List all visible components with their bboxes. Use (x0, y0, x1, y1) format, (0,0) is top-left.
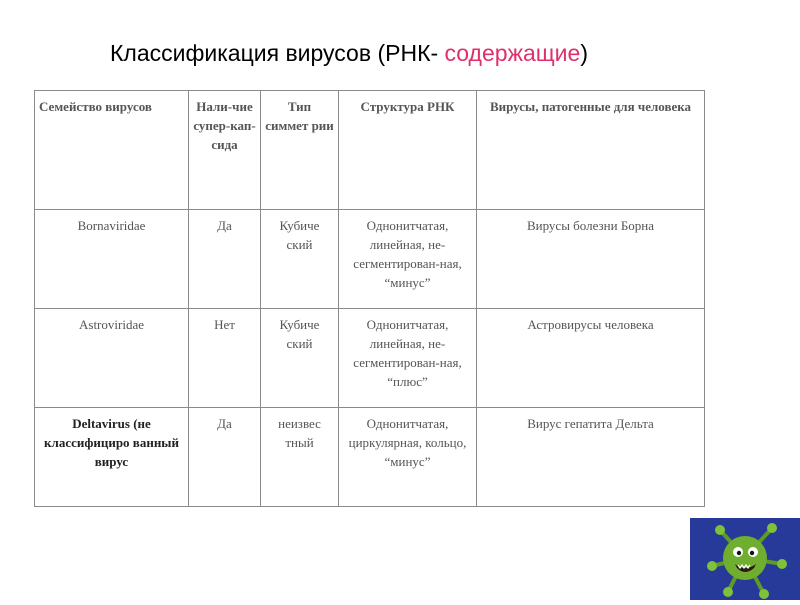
cell-family: Bornaviridae (35, 210, 189, 309)
cell-family: Astroviridae (35, 309, 189, 408)
table-row (35, 408, 705, 507)
cell-supercapsid: Да (189, 408, 261, 507)
cell-pathogens: Астровирусы человека (477, 309, 705, 408)
header-pathogens: Вирусы, патогенные для человека (477, 91, 705, 210)
virus-mascot-svg (690, 518, 800, 600)
cell-rna: Однонитчатая, линейная, не-сегментирован-ная, “минус” (339, 210, 477, 309)
virus-mascot-icon (690, 518, 800, 600)
header-symmetry: Тип симмет рии (261, 91, 339, 210)
cell-pathogens: Вирус гепатита Дельта (477, 408, 705, 507)
header-supercapsid: Нали-чие супер-кап-сида (189, 91, 261, 210)
virus-classification-table (34, 90, 705, 507)
header-family: Семейство вирусов (35, 91, 189, 210)
cell-pathogens: Вирусы болезни Борна (477, 210, 705, 309)
cell-supercapsid: Да (189, 210, 261, 309)
header-rna: Структура РНК (339, 91, 477, 210)
header-row (35, 91, 705, 210)
table-row (35, 309, 705, 408)
table-row (35, 210, 705, 309)
cell-supercapsid: Нет (189, 309, 261, 408)
cell-rna: Однонитчатая, линейная, не-сегментирован-ная, “плюс” (339, 309, 477, 408)
cell-symmetry: Кубиче ский (261, 210, 339, 309)
title-accent: содержащие (444, 40, 581, 66)
title-end: ) (580, 40, 588, 66)
page-title (110, 40, 670, 67)
cell-family: Deltavirus (не классифициро ванный вирус (35, 408, 189, 507)
cell-symmetry: неизвес тный (261, 408, 339, 507)
cell-symmetry: Кубиче ский (261, 309, 339, 408)
title-main: Классификация вирусов (РНК- (110, 40, 445, 66)
cell-rna: Однонитчатая, циркулярная, кольцо, “минус” (339, 408, 477, 507)
